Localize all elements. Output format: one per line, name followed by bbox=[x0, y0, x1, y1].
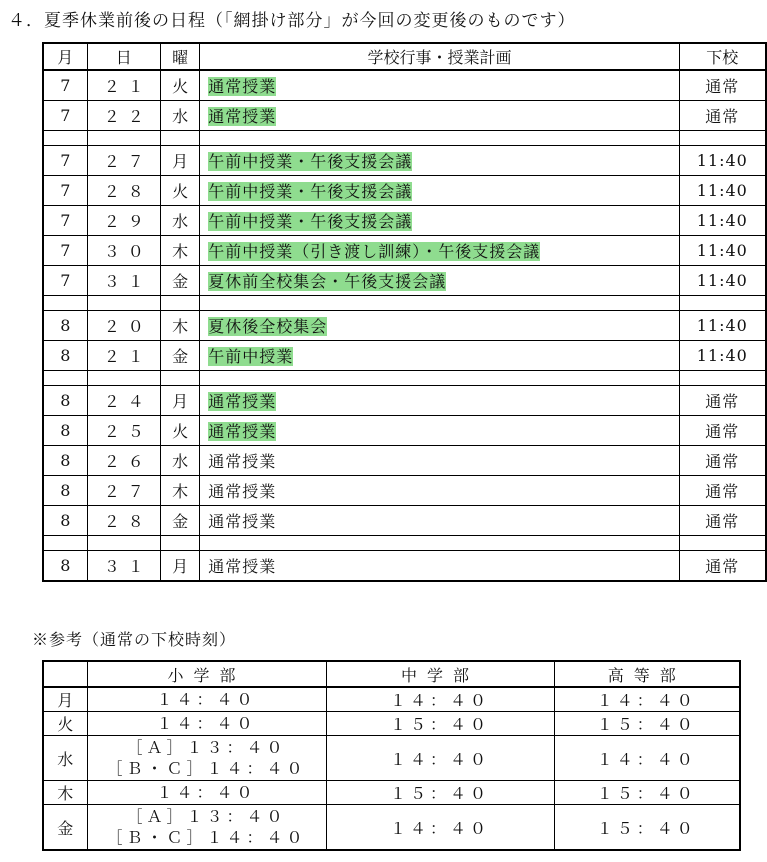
reference-senior-cell: １４：４０ bbox=[554, 736, 740, 781]
schedule-plan-cell bbox=[200, 386, 679, 416]
schedule-dismissal-cell: 通常 bbox=[679, 551, 766, 582]
reference-row bbox=[43, 712, 740, 736]
reference-junior-cell: １４：４０ bbox=[326, 805, 554, 851]
separator-row bbox=[43, 131, 766, 146]
schedule-plan-text: 通常授業 bbox=[208, 557, 277, 576]
schedule-plan-cell bbox=[200, 446, 679, 476]
reference-day-cell: 月 bbox=[43, 687, 87, 712]
separator-cell bbox=[43, 296, 87, 311]
schedule-row bbox=[43, 266, 766, 296]
schedule-plan-text: 通常授業 bbox=[208, 512, 277, 531]
schedule-row bbox=[43, 476, 766, 506]
reference-junior-cell: １４：４０ bbox=[326, 736, 554, 781]
schedule-header-row bbox=[43, 43, 766, 70]
schedule-month-cell: 8 bbox=[43, 311, 87, 341]
schedule-month-cell: 7 bbox=[43, 146, 87, 176]
schedule-day-cell: ２２ bbox=[87, 101, 160, 131]
schedule-row bbox=[43, 416, 766, 446]
schedule-month-cell: 8 bbox=[43, 446, 87, 476]
separator-cell bbox=[200, 296, 679, 311]
reference-senior-cell: １５：４０ bbox=[554, 781, 740, 805]
reference-row bbox=[43, 805, 740, 851]
schedule-weekday-cell: 木 bbox=[161, 236, 200, 266]
schedule-dismissal-cell: 11:40 bbox=[679, 311, 766, 341]
schedule-dismissal-cell: 通常 bbox=[679, 416, 766, 446]
reference-header-blank bbox=[43, 661, 87, 687]
separator-cell bbox=[200, 131, 679, 146]
schedule-plan-text: 午前中授業・午後支援会議 bbox=[208, 152, 413, 171]
reference-junior-cell: １５：４０ bbox=[326, 712, 554, 736]
schedule-month-cell: 8 bbox=[43, 416, 87, 446]
schedule-row bbox=[43, 146, 766, 176]
schedule-month-cell: 7 bbox=[43, 236, 87, 266]
schedule-day-cell: ２０ bbox=[87, 311, 160, 341]
reference-header-elementary: 小学部 bbox=[87, 661, 326, 687]
reference-senior-cell: １５：４０ bbox=[554, 805, 740, 851]
schedule-dismissal-cell: 11:40 bbox=[679, 266, 766, 296]
schedule-month-cell: 7 bbox=[43, 70, 87, 101]
reference-header-senior: 高等部 bbox=[554, 661, 740, 687]
schedule-plan-text: 通常授業 bbox=[208, 422, 277, 441]
schedule-row bbox=[43, 341, 766, 371]
schedule-row bbox=[43, 446, 766, 476]
schedule-row bbox=[43, 70, 766, 101]
reference-elementary-time: １４：４０ bbox=[156, 714, 257, 733]
schedule-day-cell: ２７ bbox=[87, 146, 160, 176]
separator-cell bbox=[679, 296, 766, 311]
schedule-day-cell: ２１ bbox=[87, 70, 160, 101]
schedule-plan-text: 午前中授業・午後支援会議 bbox=[208, 182, 413, 201]
separator-cell bbox=[161, 536, 200, 551]
schedule-dismissal-cell: 通常 bbox=[679, 386, 766, 416]
schedule-weekday-cell: 金 bbox=[161, 266, 200, 296]
separator-row bbox=[43, 296, 766, 311]
schedule-plan-text: 通常授業 bbox=[208, 452, 277, 471]
reference-elementary-time: ［Ｂ・Ｃ］１４：４０ bbox=[106, 759, 307, 778]
schedule-weekday-cell: 水 bbox=[161, 101, 200, 131]
reference-elementary-cell bbox=[87, 805, 326, 851]
reference-day-cell: 木 bbox=[43, 781, 87, 805]
schedule-body bbox=[43, 70, 766, 581]
reference-elementary-time: １４：４０ bbox=[156, 690, 257, 709]
schedule-weekday-cell: 月 bbox=[161, 146, 200, 176]
separator-cell bbox=[161, 131, 200, 146]
reference-senior-cell: １４：４０ bbox=[554, 687, 740, 712]
schedule-weekday-cell: 金 bbox=[161, 506, 200, 536]
schedule-plan-cell bbox=[200, 146, 679, 176]
schedule-month-cell: 8 bbox=[43, 386, 87, 416]
separator-cell bbox=[43, 131, 87, 146]
schedule-row bbox=[43, 101, 766, 131]
reference-elementary-cell bbox=[87, 712, 326, 736]
schedule-day-cell: ２８ bbox=[87, 176, 160, 206]
schedule-plan-cell bbox=[200, 476, 679, 506]
schedule-plan-cell bbox=[200, 236, 679, 266]
schedule-dismissal-cell: 11:40 bbox=[679, 176, 766, 206]
reference-body bbox=[43, 687, 740, 850]
schedule-dismissal-cell: 11:40 bbox=[679, 341, 766, 371]
schedule-weekday-cell: 火 bbox=[161, 70, 200, 101]
header-plan: 学校行事・授業計画 bbox=[200, 43, 679, 70]
schedule-weekday-cell: 月 bbox=[161, 386, 200, 416]
separator-row bbox=[43, 371, 766, 386]
reference-header-row bbox=[43, 661, 740, 687]
schedule-weekday-cell: 水 bbox=[161, 446, 200, 476]
schedule-plan-cell bbox=[200, 311, 679, 341]
schedule-plan-text: 通常授業 bbox=[208, 107, 277, 126]
reference-senior-cell: １５：４０ bbox=[554, 712, 740, 736]
reference-elementary-time: ［Ｂ・Ｃ］１４：４０ bbox=[106, 828, 307, 847]
schedule-day-cell: ２７ bbox=[87, 476, 160, 506]
schedule-row bbox=[43, 176, 766, 206]
reference-junior-cell: １４：４０ bbox=[326, 687, 554, 712]
schedule-plan-cell bbox=[200, 70, 679, 101]
schedule-plan-cell bbox=[200, 506, 679, 536]
schedule-plan-cell bbox=[200, 176, 679, 206]
header-weekday: 曜 bbox=[161, 43, 200, 70]
schedule-day-cell: ３１ bbox=[87, 266, 160, 296]
schedule-row bbox=[43, 386, 766, 416]
reference-header-junior: 中学部 bbox=[326, 661, 554, 687]
separator-cell bbox=[679, 536, 766, 551]
schedule-day-cell: ２８ bbox=[87, 506, 160, 536]
header-dismissal: 下校 bbox=[679, 43, 766, 70]
schedule-month-cell: 8 bbox=[43, 506, 87, 536]
schedule-row bbox=[43, 311, 766, 341]
schedule-plan-text: 夏休前全校集会・午後支援会議 bbox=[208, 272, 447, 291]
schedule-plan-cell bbox=[200, 416, 679, 446]
reference-day-cell: 火 bbox=[43, 712, 87, 736]
reference-elementary-cell bbox=[87, 687, 326, 712]
schedule-dismissal-cell: 通常 bbox=[679, 70, 766, 101]
schedule-plan-text: 午前中授業・午後支援会議 bbox=[208, 212, 413, 231]
reference-title: ※参考（通常の下校時刻） bbox=[32, 630, 237, 649]
schedule-day-cell: ２４ bbox=[87, 386, 160, 416]
schedule-month-cell: 7 bbox=[43, 206, 87, 236]
reference-elementary-time: ［Ａ］１３：４０ bbox=[126, 738, 287, 757]
schedule-dismissal-cell: 通常 bbox=[679, 101, 766, 131]
reference-elementary-time: ［Ａ］１３：４０ bbox=[126, 807, 287, 826]
schedule-plan-cell bbox=[200, 266, 679, 296]
schedule-weekday-cell: 月 bbox=[161, 551, 200, 582]
schedule-dismissal-cell: 11:40 bbox=[679, 146, 766, 176]
reference-day-cell: 金 bbox=[43, 805, 87, 851]
schedule-weekday-cell: 火 bbox=[161, 176, 200, 206]
schedule-dismissal-cell: 通常 bbox=[679, 506, 766, 536]
schedule-month-cell: 8 bbox=[43, 476, 87, 506]
schedule-day-cell: ２９ bbox=[87, 206, 160, 236]
schedule-plan-cell bbox=[200, 101, 679, 131]
reference-junior-cell: １５：４０ bbox=[326, 781, 554, 805]
schedule-dismissal-cell: 11:40 bbox=[679, 206, 766, 236]
schedule-plan-text: 通常授業 bbox=[208, 77, 277, 96]
schedule-row bbox=[43, 206, 766, 236]
schedule-dismissal-cell: 通常 bbox=[679, 446, 766, 476]
schedule-plan-text: 午前中授業（引き渡し訓練）・午後支援会議 bbox=[208, 242, 541, 261]
separator-cell bbox=[87, 296, 160, 311]
reference-row bbox=[43, 687, 740, 712]
schedule-plan-cell bbox=[200, 206, 679, 236]
schedule-weekday-cell: 木 bbox=[161, 311, 200, 341]
schedule-plan-cell bbox=[200, 551, 679, 582]
separator-cell bbox=[161, 371, 200, 386]
header-month: 月 bbox=[43, 43, 87, 70]
separator-cell bbox=[87, 536, 160, 551]
schedule-month-cell: 8 bbox=[43, 341, 87, 371]
schedule-month-cell: 7 bbox=[43, 266, 87, 296]
schedule-day-cell: ３１ bbox=[87, 551, 160, 582]
separator-cell bbox=[43, 371, 87, 386]
section-heading: ４．夏季休業前後の日程（「網掛け部分」が今回の変更後のものです） bbox=[8, 11, 576, 31]
schedule-plan-text: 通常授業 bbox=[208, 482, 277, 501]
header-day: 日 bbox=[87, 43, 160, 70]
separator-cell bbox=[161, 296, 200, 311]
reference-elementary-cell bbox=[87, 781, 326, 805]
schedule-plan-cell bbox=[200, 341, 679, 371]
schedule-day-cell: ３０ bbox=[87, 236, 160, 266]
reference-day-cell: 水 bbox=[43, 736, 87, 781]
schedule-table bbox=[42, 42, 767, 582]
schedule-day-cell: ２１ bbox=[87, 341, 160, 371]
separator-cell bbox=[679, 371, 766, 386]
schedule-weekday-cell: 火 bbox=[161, 416, 200, 446]
schedule-dismissal-cell: 通常 bbox=[679, 476, 766, 506]
schedule-dismissal-cell: 11:40 bbox=[679, 236, 766, 266]
separator-cell bbox=[87, 131, 160, 146]
separator-cell bbox=[200, 371, 679, 386]
separator-cell bbox=[200, 536, 679, 551]
schedule-month-cell: 7 bbox=[43, 176, 87, 206]
schedule-month-cell: 7 bbox=[43, 101, 87, 131]
schedule-weekday-cell: 金 bbox=[161, 341, 200, 371]
schedule-plan-text: 午前中授業 bbox=[208, 347, 294, 366]
schedule-weekday-cell: 木 bbox=[161, 476, 200, 506]
schedule-plan-text: 通常授業 bbox=[208, 392, 277, 411]
schedule-day-cell: ２６ bbox=[87, 446, 160, 476]
reference-row bbox=[43, 736, 740, 781]
reference-elementary-time: １４：４０ bbox=[156, 783, 257, 802]
schedule-weekday-cell: 水 bbox=[161, 206, 200, 236]
separator-cell bbox=[87, 371, 160, 386]
schedule-plan-text: 夏休後全校集会 bbox=[208, 317, 328, 336]
separator-cell bbox=[679, 131, 766, 146]
separator-cell bbox=[43, 536, 87, 551]
reference-table bbox=[42, 660, 741, 851]
schedule-row bbox=[43, 506, 766, 536]
schedule-month-cell: 8 bbox=[43, 551, 87, 582]
reference-row bbox=[43, 781, 740, 805]
schedule-day-cell: ２５ bbox=[87, 416, 160, 446]
separator-row bbox=[43, 536, 766, 551]
schedule-row bbox=[43, 551, 766, 582]
schedule-row bbox=[43, 236, 766, 266]
reference-elementary-cell bbox=[87, 736, 326, 781]
